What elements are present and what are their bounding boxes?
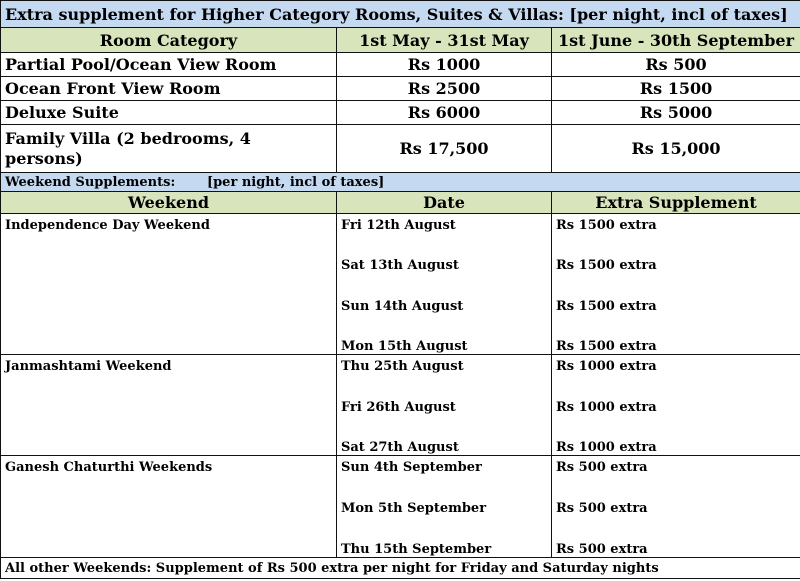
supplement-title-row <box>1 1 800 28</box>
room-category: Partial Pool/Ocean View Room <box>1 53 337 77</box>
weekend-date: Thu 25th August <box>341 359 464 374</box>
weekend-extra: Rs 1500 extra <box>556 258 657 274</box>
may-price: Rs 1000 <box>337 53 552 77</box>
weekend-header: Weekend <box>1 192 337 214</box>
june-sept-header: 1st June - 30th September <box>552 28 800 53</box>
weekend-date: Thu 15th September <box>341 542 492 557</box>
weekend-extra: Rs 1000 extra <box>556 440 657 455</box>
june-sept-price: Rs 500 <box>552 53 800 77</box>
weekend-extra: Rs 1000 extra <box>556 399 657 415</box>
weekend-name: Ganesh Chaturthi Weekends <box>1 456 337 558</box>
june-sept-price: Rs 15,000 <box>552 125 800 173</box>
weekend-date: Mon 5th September <box>341 501 487 516</box>
footer-row <box>1 558 800 579</box>
date-header: Date <box>337 192 552 214</box>
room-category: Family Villa (2 bedrooms, 4 persons) <box>1 125 337 173</box>
weekend-date: Sat 27th August <box>341 440 459 455</box>
june-sept-price: Rs 1500 <box>552 77 800 101</box>
weekend-title-row <box>1 173 800 192</box>
supplement-title: Extra supplement for Higher Category Rooms, Suites & Villas: [per night, incl of taxes] <box>1 1 800 28</box>
weekend-extra: Rs 1500 extra <box>556 298 657 314</box>
room-row <box>1 53 800 77</box>
weekend-extra: Rs 1000 extra <box>556 359 657 374</box>
weekend-extra: Rs 500 extra <box>556 460 648 475</box>
june-sept-price: Rs 5000 <box>552 101 800 125</box>
date-list <box>341 359 547 455</box>
weekend-date: Fri 12th August <box>341 218 456 233</box>
may-price: Rs 17,500 <box>337 125 552 173</box>
weekend-extra: Rs 500 extra <box>556 542 648 557</box>
extra-list <box>556 218 796 354</box>
room-row <box>1 101 800 125</box>
room-category: Ocean Front View Room <box>1 77 337 101</box>
weekend-date: Sun 4th September <box>341 460 482 475</box>
weekend-date: Sun 14th August <box>341 298 464 314</box>
date-list <box>341 460 547 557</box>
room-header-row <box>1 28 800 53</box>
weekend-name: Independence Day Weekend <box>1 214 337 355</box>
date-list <box>341 218 547 354</box>
weekend-group-row <box>1 214 800 355</box>
weekend-header-row <box>1 192 800 214</box>
weekend-date: Mon 15th August <box>341 338 468 354</box>
extra-supplement-header: Extra Supplement <box>552 192 800 214</box>
room-row <box>1 77 800 101</box>
room-category: Deluxe Suite <box>1 101 337 125</box>
may-price: Rs 6000 <box>337 101 552 125</box>
weekend-name: Janmashtami Weekend <box>1 355 337 456</box>
extra-list <box>556 460 796 557</box>
weekend-extra: Rs 1500 extra <box>556 338 657 354</box>
room-category-header: Room Category <box>1 28 337 53</box>
may-header: 1st May - 31st May <box>337 28 552 53</box>
may-price: Rs 2500 <box>337 77 552 101</box>
weekend-extra: Rs 500 extra <box>556 501 648 516</box>
weekend-group-row <box>1 355 800 456</box>
weekend-group-row <box>1 456 800 558</box>
weekend-title: Weekend Supplements: [per night, incl of taxes] <box>1 173 800 192</box>
weekend-date: Sat 13th August <box>341 258 459 274</box>
weekend-footer-note: All other Weekends: Supplement of Rs 500 extra per night for Friday and Saturday nights <box>1 558 800 579</box>
weekend-date: Fri 26th August <box>341 399 456 415</box>
room-row <box>1 125 800 173</box>
weekend-extra: Rs 1500 extra <box>556 218 657 233</box>
extra-list <box>556 359 796 455</box>
